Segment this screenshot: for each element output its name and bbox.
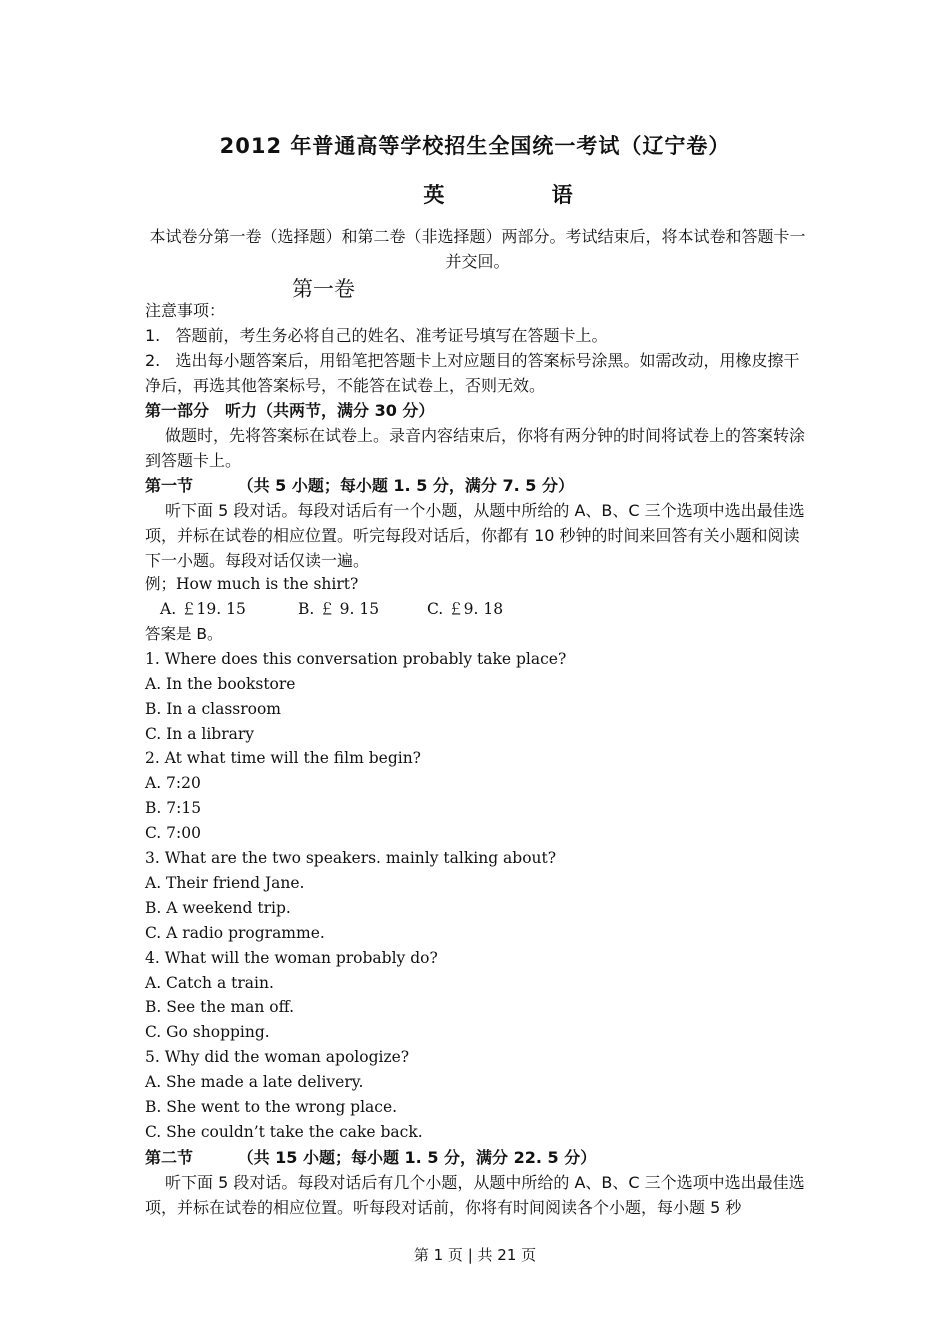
- example-option-b: B. ￡ 9. 15: [298, 600, 380, 618]
- question-5: 5. Why did the woman apologize?: [145, 1048, 410, 1066]
- example-option-c: C. ￡9. 18: [427, 600, 504, 618]
- question-5-option-a: A. She made a late delivery.: [145, 1073, 364, 1091]
- section1-heading: 第一节 （共 5 小题；每小题 1. 5 分，满分 7. 5 分）: [145, 476, 574, 495]
- example-answer: 答案是 B。: [145, 625, 223, 643]
- question-3: 3. What are the two speakers. mainly talking about?: [145, 849, 557, 867]
- question-2-option-c: C. 7:00: [145, 824, 201, 842]
- question-3-option-c: C. A radio programme.: [145, 924, 325, 942]
- example-option-a: A. ￡19. 15: [160, 600, 246, 618]
- question-4: 4. What will the woman probably do?: [145, 949, 438, 967]
- question-4-option-b: B. See the man off.: [145, 998, 295, 1016]
- part1-heading: 第一部分 听力（共两节，满分 30 分）: [145, 401, 435, 420]
- exam-title: 2012 年普通高等学校招生全国统一考试（辽宁卷）: [219, 134, 731, 158]
- question-2-option-a: A. 7:20: [145, 774, 201, 792]
- section1-instruction: 听下面 5 段对话。每段对话后有一个小题，从题中所给的 A、B、C 三个选项中选出最佳选项，并标在试卷的相应位置。听完每段对话后，你都有 10 秒钟的时间来回答有关小题和阅读下一小题。每段对话仅读一遍。: [145, 501, 805, 570]
- question-5-option-b: B. She went to the wrong place.: [145, 1098, 398, 1116]
- question-4-option-a: A. Catch a train.: [145, 974, 274, 992]
- question-4-option-c: C. Go shopping.: [145, 1023, 270, 1041]
- notice-item-1: 1. 答题前，考生务必将自己的姓名、准考证号填写在答题卡上。: [145, 326, 608, 345]
- question-5-option-c: C. She couldn’t take the cake back.: [145, 1123, 423, 1141]
- question-3-option-b: B. A weekend trip.: [145, 899, 291, 917]
- notice-item-2: 2. 选出每小题答案后，用铅笔把答题卡上对应题目的答案标号涂黑。如需改动，用橡皮擦干净后，再选其他答案标号，不能答在试卷上，否则无效。: [145, 351, 800, 395]
- question-2-option-b: B. 7:15: [145, 799, 202, 817]
- question-1-option-b: B. In a classroom: [145, 700, 282, 718]
- question-3-option-a: A. Their friend Jane.: [145, 874, 305, 892]
- page-footer: 第 1 页 | 共 21 页: [413, 1246, 537, 1264]
- question-1-option-c: C. In a library: [145, 725, 255, 743]
- subject-title: 英 语: [423, 183, 623, 207]
- notice-heading: 注意事项：: [145, 301, 226, 320]
- part1-instruction: 做题时，先将答案标在试卷上。录音内容结束后，你将有两分钟的时间将试卷上的答案转涂到答题卡上。: [145, 426, 806, 470]
- question-1: 1. Where does this conversation probably take place?: [145, 650, 567, 668]
- intro-paragraph: 本试卷分第一卷（选择题）和第二卷（非选择题）两部分。考试结束后，将本试卷和答题卡一并交回。: [149, 227, 806, 271]
- example-question: 例；How much is the shirt?: [145, 575, 359, 593]
- question-2: 2. At what time will the film begin?: [145, 749, 421, 767]
- question-1-option-a: A. In the bookstore: [145, 675, 296, 693]
- section2-heading: 第二节 （共 15 小题；每小题 1. 5 分，满分 22. 5 分）: [145, 1148, 597, 1167]
- volume-heading: 第一卷: [292, 277, 355, 301]
- section2-instruction: 听下面 5 段对话。每段对话后有几个小题，从题中所给的 A、B、C 三个选项中选出最佳选项，并标在试卷的相应位置。听每段对话前，你将有时间阅读各个小题，每小题 5 秒: [145, 1173, 805, 1217]
